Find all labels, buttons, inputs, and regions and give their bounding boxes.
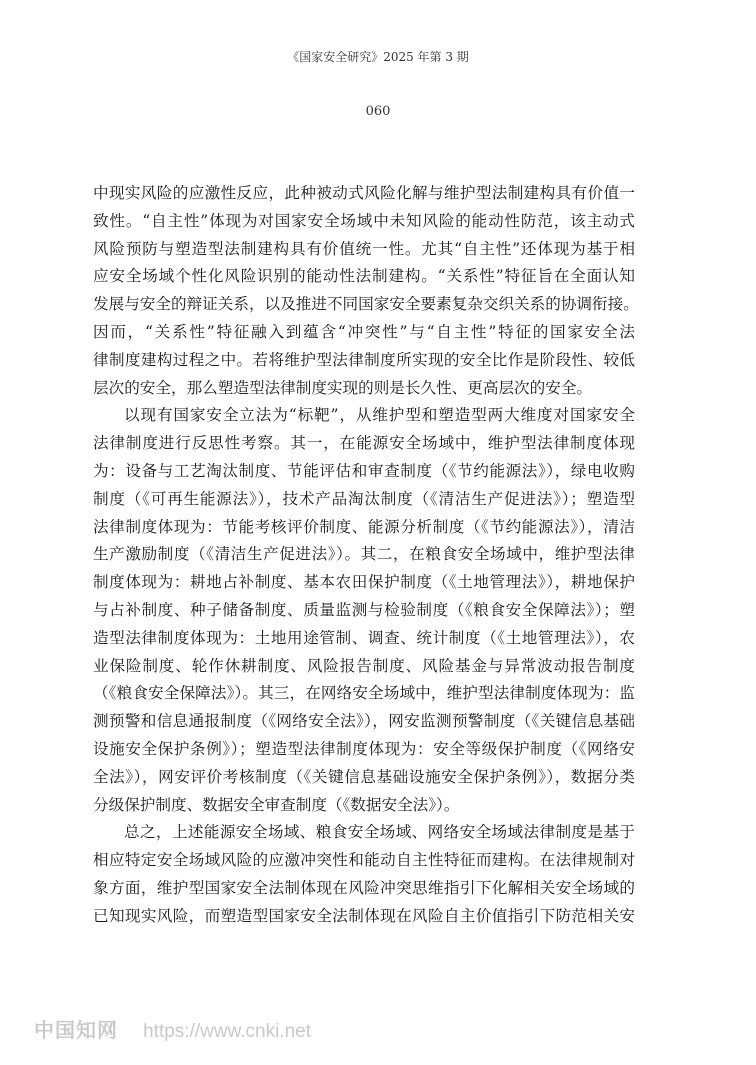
text-line: 层次的安全，那么塑造型法律制度实现的则是长久性、更高层次的安全。 (93, 378, 593, 397)
text-line: 制度体现为：耕地占补制度、基本农田保护制度（《土地管理法》），耕地保护 (93, 573, 635, 592)
cnki-watermark (34, 1015, 311, 1045)
paragraph-1 (93, 180, 639, 402)
cnki-logo: 中国知网 (34, 1018, 118, 1042)
text-line: 致性。“自主性”体现为对国家安全场域中未知风险的能动性防范，该主动式 (93, 211, 635, 230)
text-line: 发展与安全的辩证关系，以及推进不同国家安全要素复杂交织关系的协调衔接。 (93, 295, 639, 314)
text-line: 因而，“关系性”特征融入到蕴含“冲突性”与“自主性”特征的国家安全法 (93, 322, 635, 341)
text-line: 风险预防与塑造型法制建构具有价值统一性。尤其“自主性”还体现为基于相 (93, 239, 635, 258)
text-line: 与占补制度、种子储备制度、质量监测与检验制度（《粮食安全保障法》）；塑 (93, 600, 635, 619)
paragraph-3 (93, 819, 635, 930)
text-line: 已知现实风险，而塑造型国家安全法制体现在风险自主价值指引下防范相关安 (93, 906, 635, 925)
running-header: 《国家安全研究》2025 年第 3 期 (287, 50, 469, 64)
text-line: 分级保护制度、数据安全审查制度（《数据安全法》）。 (93, 795, 460, 814)
text-line: 中现实风险的应激性反应，此种被动式风险化解与维护型法制建构具有价值一 (93, 184, 635, 202)
text-line: 全法》），网安评价考核制度（《关键信息基础设施安全保护条例》），数据分类 (93, 767, 635, 786)
text-line: 生产激励制度（《清洁生产促进法》）。其二，在粮食安全场域中，维护型法律 (93, 545, 635, 564)
text-line: （《粮食安全保障法》）。其三，在网络安全场域中，维护型法律制度体现为：监 (93, 684, 635, 703)
text-line: 设施安全保护条例》）；塑造型法律制度体现为：安全等级保护制度（《网络安 (93, 739, 635, 758)
text-line: 法律制度进行反思性考察。其一，在能源安全场域中，维护型法律制度体现 (93, 434, 635, 453)
text-line: 造型法律制度体现为：土地用途管制、调查、统计制度（《土地管理法》），农 (93, 628, 635, 647)
text-line: 相应特定安全场域风险的应激冲突性和能动自主性特征而建构。在法律规制对 (93, 851, 635, 870)
text-line: 以现有国家安全立法为“标靶”，从维护型和塑造型两大维度对国家安全 (124, 406, 635, 425)
text-line: 为：设备与工艺淘汰制度、节能评估和审查制度（《节约能源法》），绿电收购 (93, 461, 635, 480)
article-body (93, 180, 639, 931)
paragraph-2 (93, 402, 635, 819)
page-number: 060 (365, 104, 391, 119)
text-line: 律制度建构过程之中。若将维护型法律制度所实现的安全比作是阶段性、较低 (93, 350, 635, 369)
text-line: 总之，上述能源安全场域、粮食安全场域、网络安全场域法律制度是基于 (124, 823, 635, 842)
text-line: 象方面，维护型国家安全法制体现在风险冲突思维指引下化解相关安全场域的 (93, 878, 635, 897)
text-line: 业保险制度、轮作休耕制度、风险报告制度、风险基金与异常波动报告制度 (93, 656, 635, 675)
text-line: 测预警和信息通报制度（《网络安全法》），网安监测预警制度（《关键信息基础 (93, 712, 635, 731)
cnki-url: https://www.cnki.net (143, 1021, 311, 1042)
text-line: 应安全场域个性化风险识别的能动性法制建构。“关系性”特征旨在全面认知 (93, 267, 635, 286)
text-line: 法律制度体现为：节能考核评价制度、能源分析制度（《节约能源法》），清洁 (93, 517, 635, 536)
text-line: 制度（《可再生能源法》），技术产品淘汰制度（《清洁生产促进法》）；塑造型 (93, 489, 635, 508)
